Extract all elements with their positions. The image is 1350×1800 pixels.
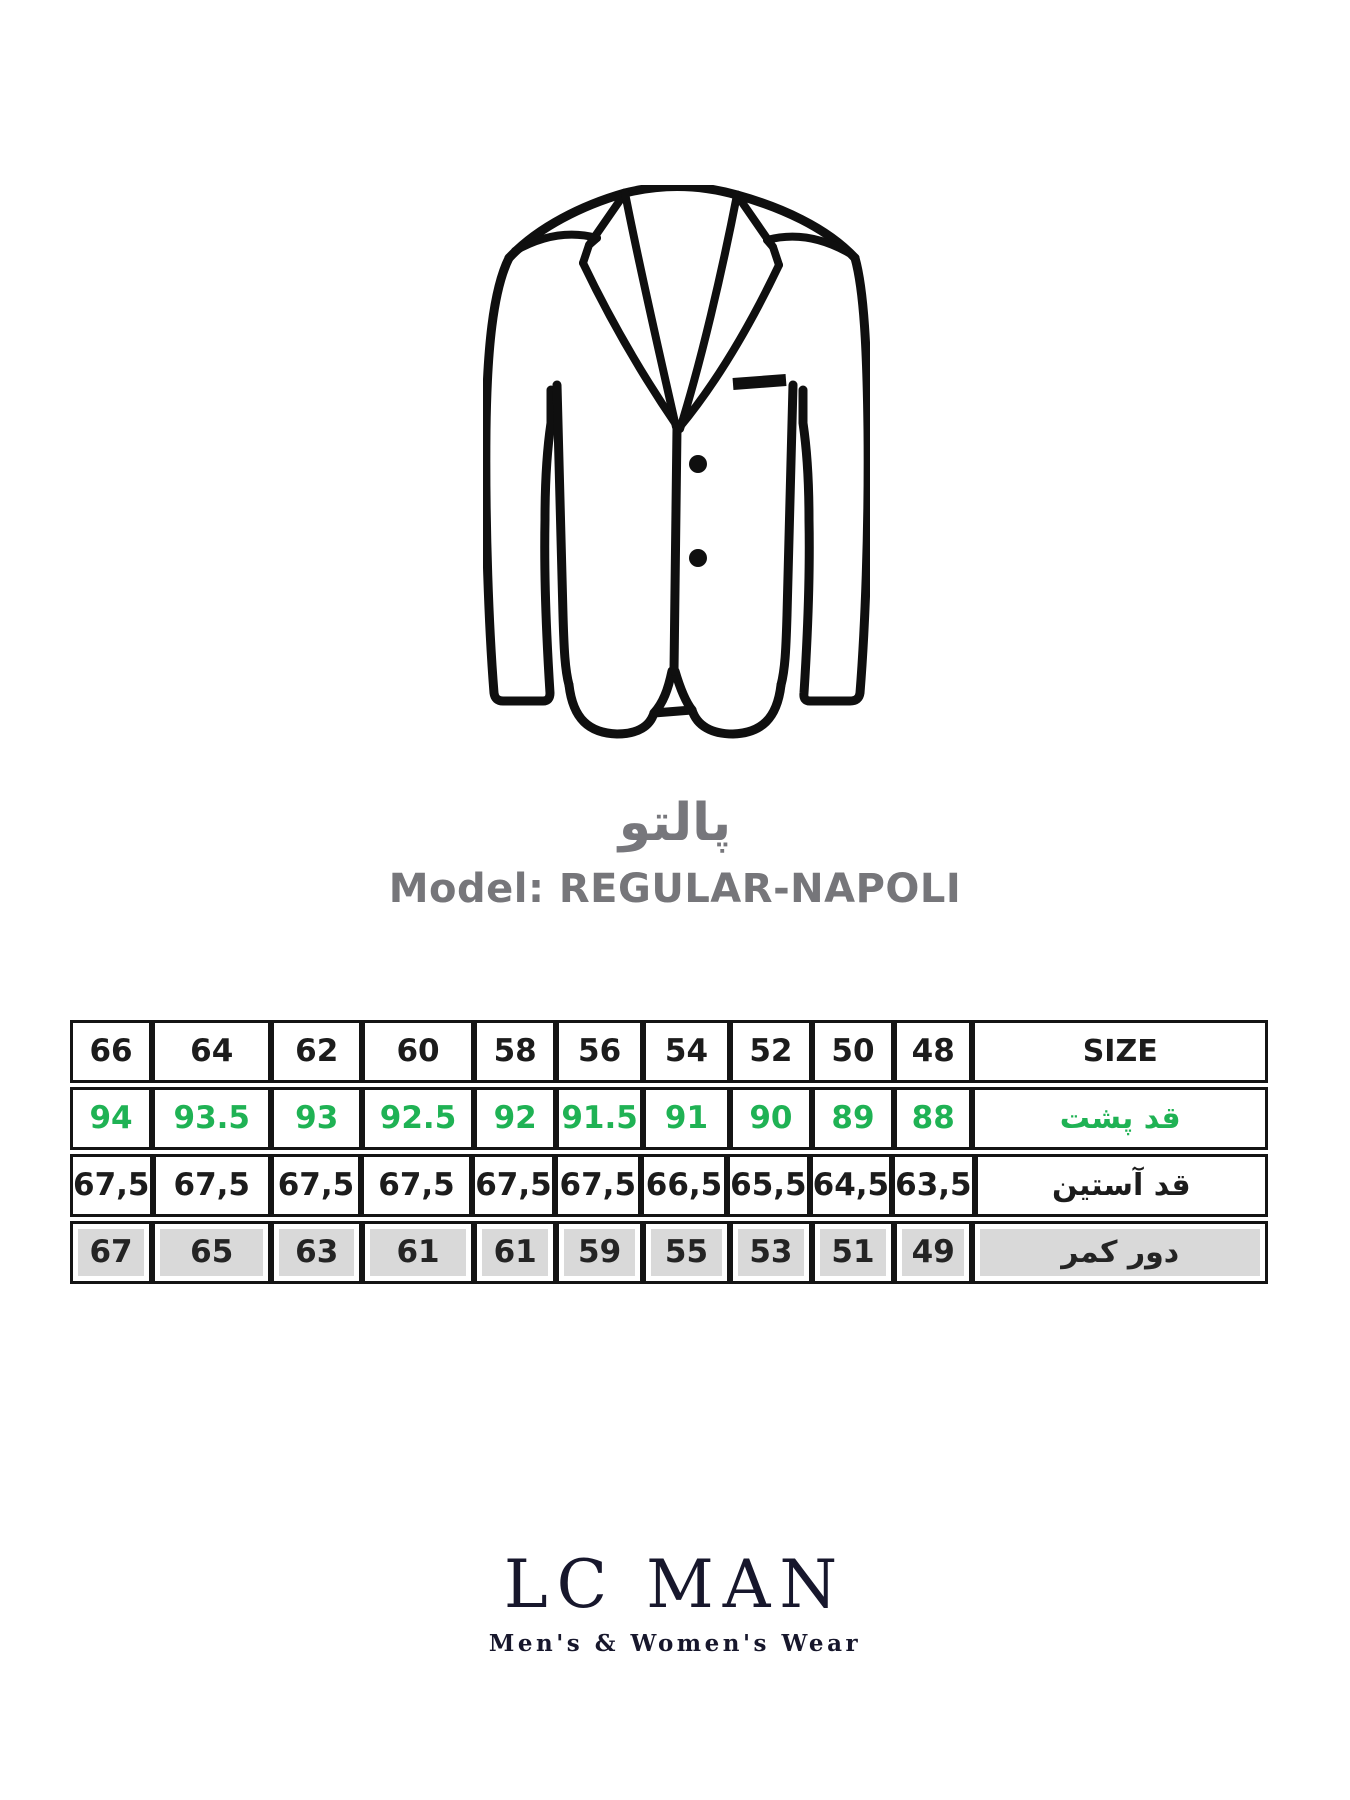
button-dot	[689, 455, 707, 473]
size-value-cell: 58	[474, 1020, 556, 1083]
row-label-cell: قد آستین	[975, 1154, 1268, 1217]
size-value-cell: 60	[362, 1020, 474, 1083]
size-value-cell: 67,5	[70, 1154, 153, 1217]
jacket-illustration	[483, 185, 870, 745]
brand-tagline: Men's & Women's Wear	[488, 1630, 862, 1657]
size-value-cell: 54	[643, 1020, 730, 1083]
size-value-cell: 94	[70, 1087, 152, 1150]
size-value-cell: 66	[70, 1020, 152, 1083]
row-label-cell: قد پشت	[972, 1087, 1268, 1150]
size-value-cell: 67	[70, 1221, 152, 1284]
brand-name: LC MAN	[503, 1546, 847, 1623]
size-value-cell: 67,5	[271, 1154, 361, 1217]
size-value-cell: 50	[812, 1020, 894, 1083]
size-value-cell: 89	[812, 1087, 894, 1150]
size-value-cell: 51	[812, 1221, 894, 1284]
size-value-cell: 67,5	[153, 1154, 272, 1217]
size-value-cell: 52	[730, 1020, 812, 1083]
product-title: پالتو	[618, 793, 732, 853]
size-value-cell: 64,5	[810, 1154, 893, 1217]
size-value-cell: 61	[474, 1221, 556, 1284]
size-value-cell: 93.5	[152, 1087, 271, 1150]
size-value-cell: 63	[271, 1221, 361, 1284]
size-table	[70, 1020, 1268, 1288]
size-value-cell: 53	[730, 1221, 812, 1284]
row-label-cell: SIZE	[972, 1020, 1268, 1083]
row-label-cell: دور کمر	[972, 1221, 1268, 1284]
size-value-cell: 49	[894, 1221, 972, 1284]
breast-pocket-line	[733, 380, 786, 384]
size-value-cell: 67,5	[555, 1154, 641, 1217]
table-row	[70, 1087, 1268, 1150]
size-value-cell: 63,5	[892, 1154, 975, 1217]
jacket-icon	[483, 185, 870, 745]
size-value-cell: 67,5	[361, 1154, 472, 1217]
size-value-cell: 92.5	[362, 1087, 474, 1150]
size-value-cell: 65	[152, 1221, 271, 1284]
table-row	[70, 1020, 1268, 1083]
size-value-cell: 62	[271, 1020, 361, 1083]
size-value-cell: 91	[643, 1087, 730, 1150]
size-value-cell: 67,5	[472, 1154, 555, 1217]
size-value-cell: 92	[474, 1087, 556, 1150]
brand-logo	[0, 1546, 1350, 1657]
size-value-cell: 56	[556, 1020, 643, 1083]
table-row	[70, 1154, 1268, 1217]
size-value-cell: 48	[894, 1020, 972, 1083]
size-value-cell: 55	[643, 1221, 730, 1284]
product-model: Model: REGULAR-NAPOLI	[388, 866, 962, 912]
size-value-cell: 61	[362, 1221, 474, 1284]
size-value-cell: 59	[556, 1221, 643, 1284]
button-dot	[689, 549, 707, 567]
table-row	[70, 1221, 1268, 1284]
size-value-cell: 90	[730, 1087, 812, 1150]
size-value-cell: 66,5	[641, 1154, 727, 1217]
size-value-cell: 64	[152, 1020, 271, 1083]
size-value-cell: 93	[271, 1087, 361, 1150]
size-value-cell: 91.5	[556, 1087, 643, 1150]
size-value-cell: 65,5	[727, 1154, 810, 1217]
size-value-cell: 88	[894, 1087, 972, 1150]
